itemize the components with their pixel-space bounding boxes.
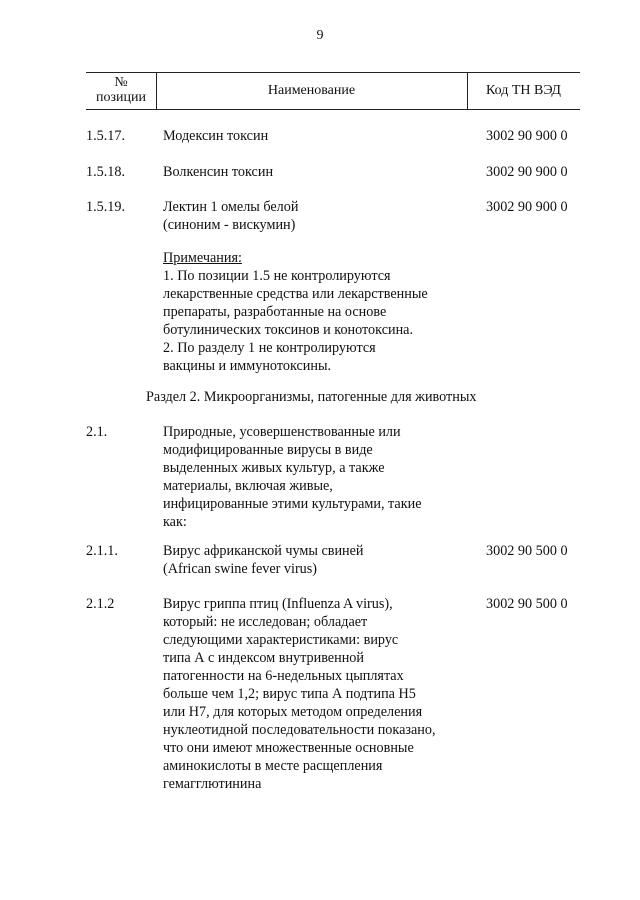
- row-name: типа А с индексом внутривенной: [163, 650, 364, 666]
- notes-line: ботулинических токсинов и конотоксина.: [163, 322, 414, 338]
- notes-line: препараты, разработанные на основе: [163, 304, 387, 320]
- row-name: гемагглютинина: [163, 776, 262, 792]
- row-name: Вирус африканской чумы свиней: [163, 543, 364, 559]
- row-name: аминокислоты в месте расщепления: [163, 758, 383, 774]
- row-name: Природные, усовершенствованные или: [163, 424, 401, 440]
- row-name: Модексин токсин: [163, 128, 269, 144]
- row-name: (синоним - вискумин): [163, 217, 296, 233]
- row-number: 1.5.18.: [86, 164, 126, 180]
- row-code: 3002 90 900 0: [486, 128, 568, 144]
- row-name: больше чем 1,2; вирус типа А подтипа Н5: [163, 686, 416, 702]
- header-number-sign: №: [114, 75, 128, 90]
- header-name: Наименование: [267, 83, 356, 98]
- notes-title: Примечания:: [163, 250, 242, 266]
- notes-line: лекарственные средства или лекарственные: [163, 286, 428, 302]
- header-position-number: [86, 75, 156, 105]
- row-number: 2.1.1.: [86, 543, 118, 559]
- row-name: или Н7, для которых методом определения: [163, 704, 423, 720]
- row-name: который: не исследован; обладает: [163, 614, 368, 630]
- row-name: модифицированные вирусы в виде: [163, 442, 373, 458]
- row-name: Лектин 1 омелы белой: [163, 199, 299, 215]
- row-number: 1.5.19.: [86, 199, 126, 215]
- row-name: как:: [163, 514, 187, 530]
- row-name: нуклеотидной последовательности показано,: [163, 722, 436, 738]
- row-number: 2.1.2: [86, 596, 115, 612]
- row-number: 1.5.17.: [86, 128, 126, 144]
- notes-line: 1. По позиции 1.5 не контролируются: [163, 268, 391, 284]
- row-name: (African swine fever virus): [163, 561, 318, 577]
- row-name: патогенности на 6-недельных цыплятах: [163, 668, 404, 684]
- notes-line: вакцины и иммунотоксины.: [163, 358, 332, 374]
- row-name: Волкенсин токсин: [163, 164, 274, 180]
- table-header: [86, 72, 580, 110]
- row-code: 3002 90 500 0: [486, 596, 568, 612]
- row-name: инфицированные этими культурами, такие: [163, 496, 422, 512]
- row-number: 2.1.: [86, 424, 108, 440]
- row-code: 3002 90 900 0: [486, 199, 568, 215]
- row-name: что они имеют множественные основные: [163, 740, 414, 756]
- row-name: материалы, включая живые,: [163, 478, 333, 494]
- header-position-label: позиции: [96, 90, 146, 105]
- row-code: 3002 90 900 0: [486, 164, 568, 180]
- notes-line: 2. По разделу 1 не контролируются: [163, 340, 376, 356]
- row-code: 3002 90 500 0: [486, 543, 568, 559]
- row-name: следующими характеристиками: вирус: [163, 632, 399, 648]
- section-title: Раздел 2. Микроорганизмы, патогенные для животных: [146, 389, 477, 405]
- row-name: Вирус гриппа птиц (Influenza A virus),: [163, 596, 393, 612]
- row-name: выделенных живых культур, а также: [163, 460, 385, 476]
- header-code: Код ТН ВЭД: [486, 83, 561, 98]
- page-number: 9: [316, 28, 324, 43]
